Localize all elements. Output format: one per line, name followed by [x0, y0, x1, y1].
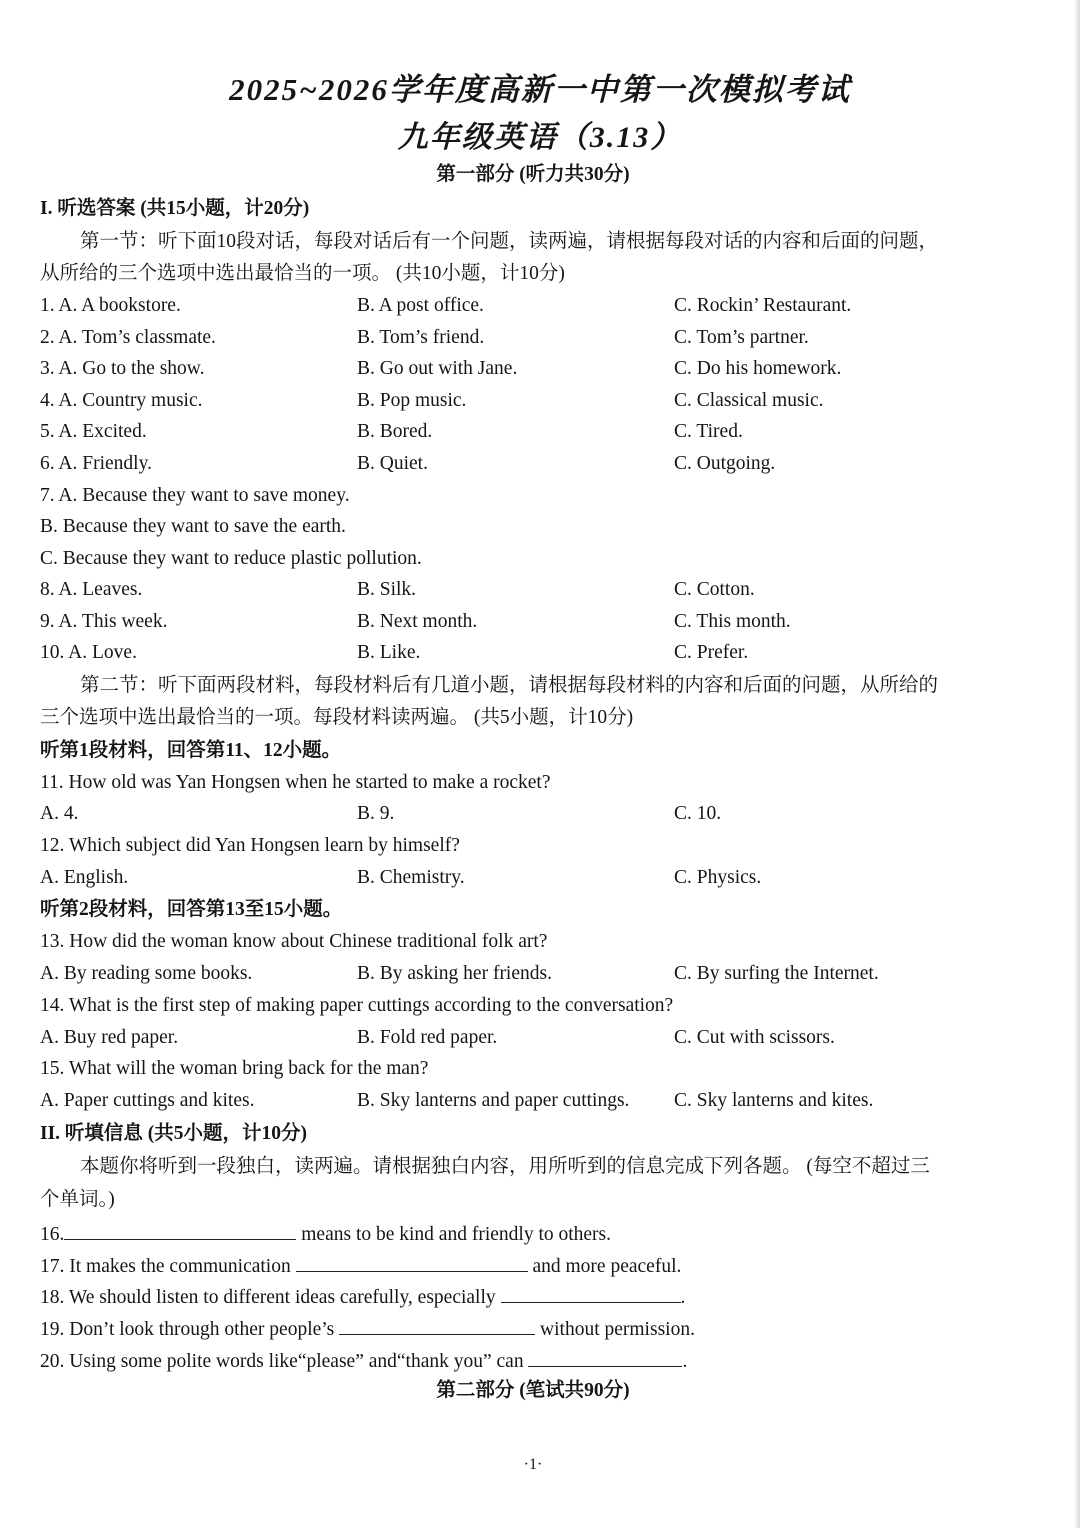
q5-option-c: C. Tired.	[674, 421, 743, 442]
q11-question: 11. How old was Yan Hongsen when he started to make a rocket?	[40, 772, 551, 793]
q19-prefix: 19. Don’t look through other people’s	[40, 1319, 340, 1340]
q14-option-c: C. Cut with scissors.	[674, 1027, 835, 1048]
q5-option-b: B. Bored.	[357, 421, 433, 442]
part2-heading: 第二部分 (笔试共90分)	[436, 1380, 630, 1401]
q12-question: 12. Which subject did Yan Hongsen learn by himself?	[40, 835, 460, 856]
q12-option-a: A. English.	[40, 867, 129, 888]
q17-answer-blank[interactable]	[296, 1251, 528, 1272]
q13-option-b: B. By asking her friends.	[357, 963, 552, 984]
q14-question: 14. What is the first step of making paper cuttings according to the conversation?	[40, 995, 674, 1016]
q13-option-c: C. By surfing the Internet.	[674, 963, 879, 984]
q16-suffix: means to be kind and friendly to others.	[296, 1224, 612, 1245]
q1-option-c: C. Rockin’ Restaurant.	[674, 295, 852, 316]
q17-line	[40, 1251, 681, 1280]
q20-answer-blank[interactable]	[528, 1346, 682, 1367]
page-number: ·1·	[523, 1456, 543, 1473]
q17-suffix: and more peaceful.	[527, 1256, 682, 1277]
q14-option-a: A. Buy red paper.	[40, 1027, 179, 1048]
q7-option-a: 7. A. Because they want to save money.	[40, 485, 350, 506]
q16-answer-blank[interactable]	[64, 1219, 296, 1240]
q3-option-b: B. Go out with Jane.	[357, 358, 518, 379]
q1-option-b: B. A post office.	[357, 295, 484, 316]
q13-option-a: A. By reading some books.	[40, 963, 253, 984]
q6-option-c: C. Outgoing.	[674, 453, 776, 474]
q2-option-a: 2. A. Tom’s classmate.	[40, 327, 216, 348]
q11-option-a: A. 4.	[40, 803, 79, 824]
q12-option-b: B. Chemistry.	[357, 867, 465, 888]
q1-option-a: 1. A. A bookstore.	[40, 295, 181, 316]
q2-option-b: B. Tom’s friend.	[357, 327, 485, 348]
q12-option-c: C. Physics.	[674, 867, 762, 888]
page-edge-shadow	[1074, 0, 1080, 1528]
sec2-instruction-line2: 三个选项中选出最恰当的一项。每段材料读两遍。 (共5小题，计10分)	[40, 707, 634, 728]
q16-line	[40, 1219, 611, 1248]
q6-option-b: B. Quiet.	[357, 453, 428, 474]
q19-suffix: without permission.	[535, 1319, 695, 1340]
q15-option-a: A. Paper cuttings and kites.	[40, 1090, 255, 1111]
q3-option-a: 3. A. Go to the show.	[40, 358, 205, 379]
q8-option-c: C. Cotton.	[674, 579, 755, 600]
q20-suffix: .	[682, 1351, 688, 1372]
q11-option-b: B. 9.	[357, 803, 395, 824]
part1-heading: 第一部分 (听力共30分)	[436, 164, 630, 185]
q9-option-a: 9. A. This week.	[40, 611, 168, 632]
q9-option-c: C. This month.	[674, 611, 791, 632]
q18-suffix: .	[680, 1287, 686, 1308]
q10-option-b: B. Like.	[357, 642, 421, 663]
q13-question: 13. How did the woman know about Chinese traditional folk art?	[40, 931, 548, 952]
q3-option-c: C. Do his homework.	[674, 358, 842, 379]
q18-prefix: 18. We should listen to different ideas carefully, especially	[40, 1287, 501, 1308]
q8-option-b: B. Silk.	[357, 579, 417, 600]
section2-intro-line2: 个单词。)	[40, 1189, 115, 1210]
q18-line	[40, 1282, 685, 1311]
section2-intro-line1: 本题你将听到一段独白，读两遍。请根据独白内容，用所听到的信息完成下列各题。 (每空不超过三	[80, 1156, 930, 1177]
q20-line	[40, 1346, 687, 1375]
q7-option-b: B. Because they want to save the earth.	[40, 516, 346, 537]
q6-option-a: 6. A. Friendly.	[40, 453, 152, 474]
q15-option-b: B. Sky lanterns and paper cuttings.	[357, 1090, 630, 1111]
q20-prefix: 20. Using some polite words like“please” and“thank you” can	[40, 1351, 529, 1372]
q18-answer-blank[interactable]	[501, 1282, 681, 1303]
sec1-instruction-line2: 从所给的三个选项中选出最恰当的一项。 (共10小题，计10分)	[40, 263, 565, 284]
q15-question: 15. What will the woman bring back for the man?	[40, 1058, 429, 1079]
section2-heading: II. 听填信息 (共5小题，计10分)	[40, 1123, 308, 1144]
material1-heading: 听第1段材料，回答第11、12小题。	[40, 740, 342, 761]
q14-option-b: B. Fold red paper.	[357, 1027, 498, 1048]
q17-prefix: 17. It makes the communication	[40, 1256, 296, 1277]
section1-heading: I. 听选答案 (共15小题，计20分)	[40, 198, 310, 219]
q19-answer-blank[interactable]	[339, 1314, 535, 1335]
exam-subtitle: 九年级英语（3.13）	[397, 121, 683, 154]
sec2-instruction-line1: 第二节：听下面两段材料，每段材料后有几道小题，请根据每段材料的内容和后面的问题，从所给的	[80, 675, 939, 696]
q19-line	[40, 1314, 695, 1343]
q10-option-c: C. Prefer.	[674, 642, 749, 663]
material2-heading: 听第2段材料，回答第13至15小题。	[40, 899, 343, 920]
q4-option-a: 4. A. Country music.	[40, 390, 203, 411]
q7-option-c: C. Because they want to reduce plastic pollution.	[40, 548, 422, 569]
q4-option-c: C. Classical music.	[674, 390, 824, 411]
exam-title: 2025~2026学年度高新一中第一次模拟考试	[229, 72, 851, 107]
q4-option-b: B. Pop music.	[357, 390, 467, 411]
q9-option-b: B. Next month.	[357, 611, 478, 632]
q10-option-a: 10. A. Love.	[40, 642, 137, 663]
sec1-instruction-line1: 第一节：听下面10段对话，每段对话后有一个问题，读两遍，请根据每段对话的内容和后面的问题，	[80, 231, 939, 252]
q2-option-c: C. Tom’s partner.	[674, 327, 809, 348]
q15-option-c: C. Sky lanterns and kites.	[674, 1090, 874, 1111]
q11-option-c: C. 10.	[674, 803, 722, 824]
q16-prefix: 16.	[40, 1224, 65, 1245]
q5-option-a: 5. A. Excited.	[40, 421, 147, 442]
q8-option-a: 8. A. Leaves.	[40, 579, 143, 600]
